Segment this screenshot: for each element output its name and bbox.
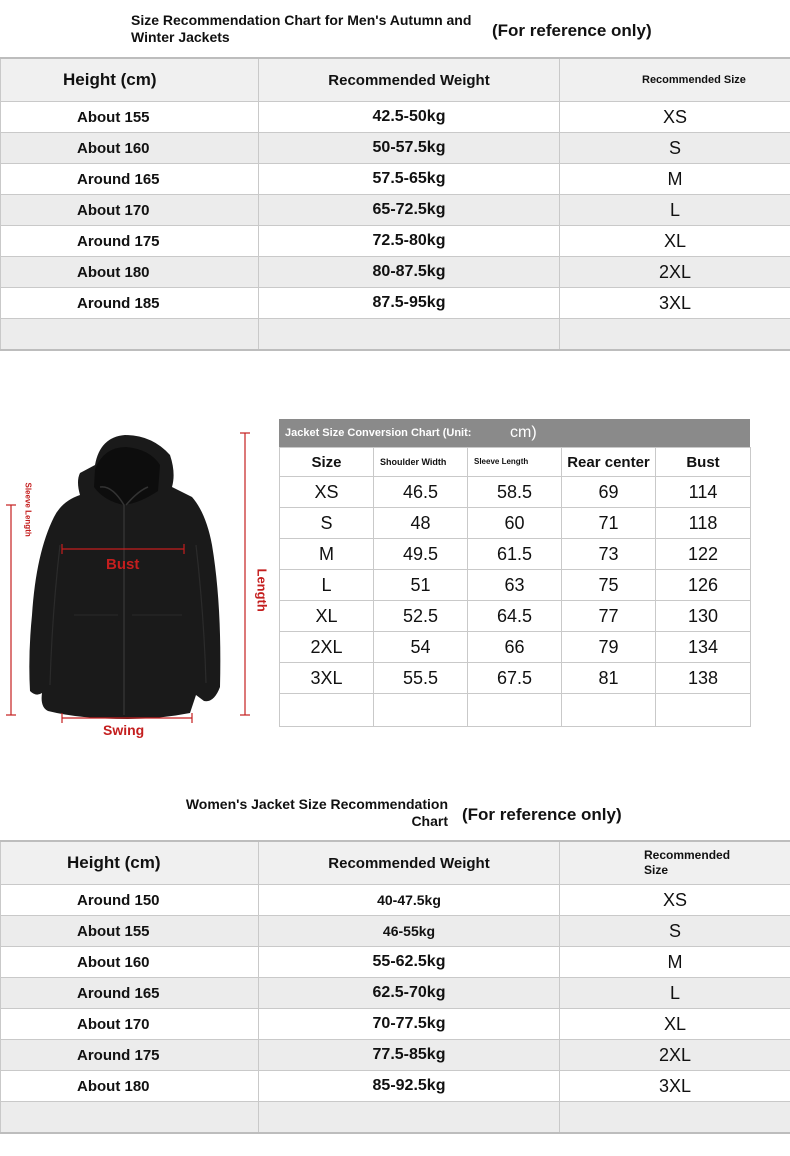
men-title-line2: Winter Jackets (131, 29, 230, 45)
shoulder-cell: 55.5 (374, 663, 468, 694)
empty-cell (468, 694, 562, 727)
size-cell: XS (280, 477, 374, 508)
rear-center-cell: 79 (562, 632, 656, 663)
header-size: Recommended Size (560, 58, 790, 102)
weight-cell: 46-55kg (259, 916, 560, 947)
header-shoulder-width: Shoulder Width (374, 448, 468, 477)
table-row (280, 570, 751, 601)
bust-cell: 114 (656, 477, 751, 508)
height-cell: Around 185 (1, 288, 259, 319)
table-row (1, 978, 790, 1009)
table-row (1, 947, 790, 978)
header-size-line2: Size (644, 863, 669, 877)
table-row (1, 885, 790, 916)
size-cell: 2XL (560, 257, 790, 288)
sleeve-cell: 67.5 (468, 663, 562, 694)
table-header-row (1, 58, 790, 102)
weight-cell: 87.5-95kg (259, 288, 560, 319)
weight-cell: 62.5-70kg (259, 978, 560, 1009)
header-weight: Recommended Weight (259, 58, 560, 102)
table-row (1, 133, 790, 164)
size-cell: 2XL (560, 1040, 790, 1071)
sleeve-cell: 58.5 (468, 477, 562, 508)
table-row (1, 916, 790, 947)
size-cell: 3XL (560, 1071, 790, 1102)
men-title-line1: Size Recommendation Chart for Men's Autumn and (131, 12, 472, 28)
conversion-chart (279, 419, 750, 727)
size-cell: 3XL (280, 663, 374, 694)
size-cell: XL (560, 226, 790, 257)
empty-cell (259, 1102, 560, 1134)
size-cell: M (560, 947, 790, 978)
shoulder-cell: 51 (374, 570, 468, 601)
women-title-line1: Women's Jacket Size Recommendation (185, 796, 448, 812)
jacket-icon (29, 435, 220, 719)
header-bust: Bust (656, 448, 751, 477)
table-header-row (1, 841, 790, 885)
bust-cell: 126 (656, 570, 751, 601)
women-reference-note: (For reference only) (462, 805, 622, 824)
women-chart-title (180, 796, 448, 830)
size-cell: L (280, 570, 374, 601)
size-cell: L (560, 195, 790, 226)
conversion-title-bar (279, 419, 750, 447)
height-cell: Around 150 (1, 885, 259, 916)
height-cell: About 180 (1, 257, 259, 288)
size-cell: M (560, 164, 790, 195)
size-cell: XS (560, 102, 790, 133)
size-cell: L (560, 978, 790, 1009)
height-cell: About 180 (1, 1071, 259, 1102)
weight-cell: 55-62.5kg (259, 947, 560, 978)
header-height: Height (cm) (1, 58, 259, 102)
height-cell: About 155 (1, 102, 259, 133)
weight-cell: 57.5-65kg (259, 164, 560, 195)
weight-cell: 72.5-80kg (259, 226, 560, 257)
rear-center-cell: 69 (562, 477, 656, 508)
header-rear-center: Rear center (562, 448, 656, 477)
bust-cell: 134 (656, 632, 751, 663)
conversion-table (279, 447, 751, 727)
table-row (280, 663, 751, 694)
women-size-table (0, 840, 790, 1134)
men-chart-title (131, 12, 471, 46)
weight-cell: 80-87.5kg (259, 257, 560, 288)
length-arrow (240, 433, 250, 715)
header-weight: Recommended Weight (259, 841, 560, 885)
conversion-title: Jacket Size Conversion Chart (Unit: (285, 427, 472, 439)
size-cell: XS (560, 885, 790, 916)
length-label: Length (254, 568, 270, 612)
bust-cell: 118 (656, 508, 751, 539)
empty-cell (562, 694, 656, 727)
size-cell: XL (560, 1009, 790, 1040)
bust-cell: 130 (656, 601, 751, 632)
empty-cell (656, 694, 751, 727)
empty-cell (1, 1102, 259, 1134)
height-cell: About 155 (1, 916, 259, 947)
table-row (280, 477, 751, 508)
table-row (1, 164, 790, 195)
table-row (1, 1009, 790, 1040)
sleeve-cell: 64.5 (468, 601, 562, 632)
table-row (1, 102, 790, 133)
sleeve-cell: 60 (468, 508, 562, 539)
empty-row (1, 319, 790, 351)
bust-cell: 122 (656, 539, 751, 570)
size-cell: M (280, 539, 374, 570)
shoulder-cell: 46.5 (374, 477, 468, 508)
empty-cell (280, 694, 374, 727)
table-row (280, 632, 751, 663)
men-size-table (0, 57, 790, 351)
table-row (280, 539, 751, 570)
sleeve-length-label: Sleeve Length (23, 482, 33, 537)
bust-cell: 138 (656, 663, 751, 694)
empty-row (280, 694, 751, 727)
height-cell: Around 165 (1, 978, 259, 1009)
weight-cell: 85-92.5kg (259, 1071, 560, 1102)
header-size (560, 841, 790, 885)
table-row (280, 508, 751, 539)
table-header-row (280, 448, 751, 477)
height-cell: Around 175 (1, 1040, 259, 1071)
women-title-line2: Chart (411, 813, 448, 829)
size-cell: S (560, 916, 790, 947)
table-row (1, 288, 790, 319)
sleeve-cell: 63 (468, 570, 562, 601)
shoulder-cell: 49.5 (374, 539, 468, 570)
height-cell: About 160 (1, 133, 259, 164)
height-cell: Around 175 (1, 226, 259, 257)
bust-label: Bust (106, 556, 140, 573)
rear-center-cell: 71 (562, 508, 656, 539)
jacket-diagram (0, 425, 275, 745)
table-row (280, 601, 751, 632)
rear-center-cell: 75 (562, 570, 656, 601)
height-cell: About 170 (1, 195, 259, 226)
table-row (1, 226, 790, 257)
weight-cell: 42.5-50kg (259, 102, 560, 133)
size-cell: XL (280, 601, 374, 632)
weight-cell: 50-57.5kg (259, 133, 560, 164)
sleeve-cell: 61.5 (468, 539, 562, 570)
header-sleeve-length: Sleeve Length (468, 448, 562, 477)
sleeve-cell: 66 (468, 632, 562, 663)
men-reference-note: (For reference only) (492, 21, 652, 40)
weight-cell: 40-47.5kg (259, 885, 560, 916)
weight-cell: 77.5-85kg (259, 1040, 560, 1071)
empty-row (1, 1102, 790, 1134)
height-cell: About 170 (1, 1009, 259, 1040)
size-cell: S (280, 508, 374, 539)
rear-center-cell: 73 (562, 539, 656, 570)
shoulder-cell: 48 (374, 508, 468, 539)
table-row (1, 1040, 790, 1071)
conversion-unit: cm) (510, 424, 537, 441)
empty-cell (374, 694, 468, 727)
sleeve-length-arrow (6, 505, 16, 715)
rear-center-cell: 77 (562, 601, 656, 632)
table-row (1, 1071, 790, 1102)
size-cell: S (560, 133, 790, 164)
weight-cell: 65-72.5kg (259, 195, 560, 226)
height-cell: About 160 (1, 947, 259, 978)
size-cell: 3XL (560, 288, 790, 319)
height-cell: Around 165 (1, 164, 259, 195)
shoulder-cell: 52.5 (374, 601, 468, 632)
size-cell: 2XL (280, 632, 374, 663)
header-size: Size (280, 448, 374, 477)
empty-cell (560, 319, 790, 351)
shoulder-cell: 54 (374, 632, 468, 663)
empty-cell (1, 319, 259, 351)
rear-center-cell: 81 (562, 663, 656, 694)
empty-cell (259, 319, 560, 351)
swing-label: Swing (103, 722, 145, 738)
weight-cell: 70-77.5kg (259, 1009, 560, 1040)
empty-cell (560, 1102, 790, 1134)
table-row (1, 195, 790, 226)
header-size-line1: Recommended (644, 848, 731, 862)
table-row (1, 257, 790, 288)
header-height: Height (cm) (1, 841, 259, 885)
